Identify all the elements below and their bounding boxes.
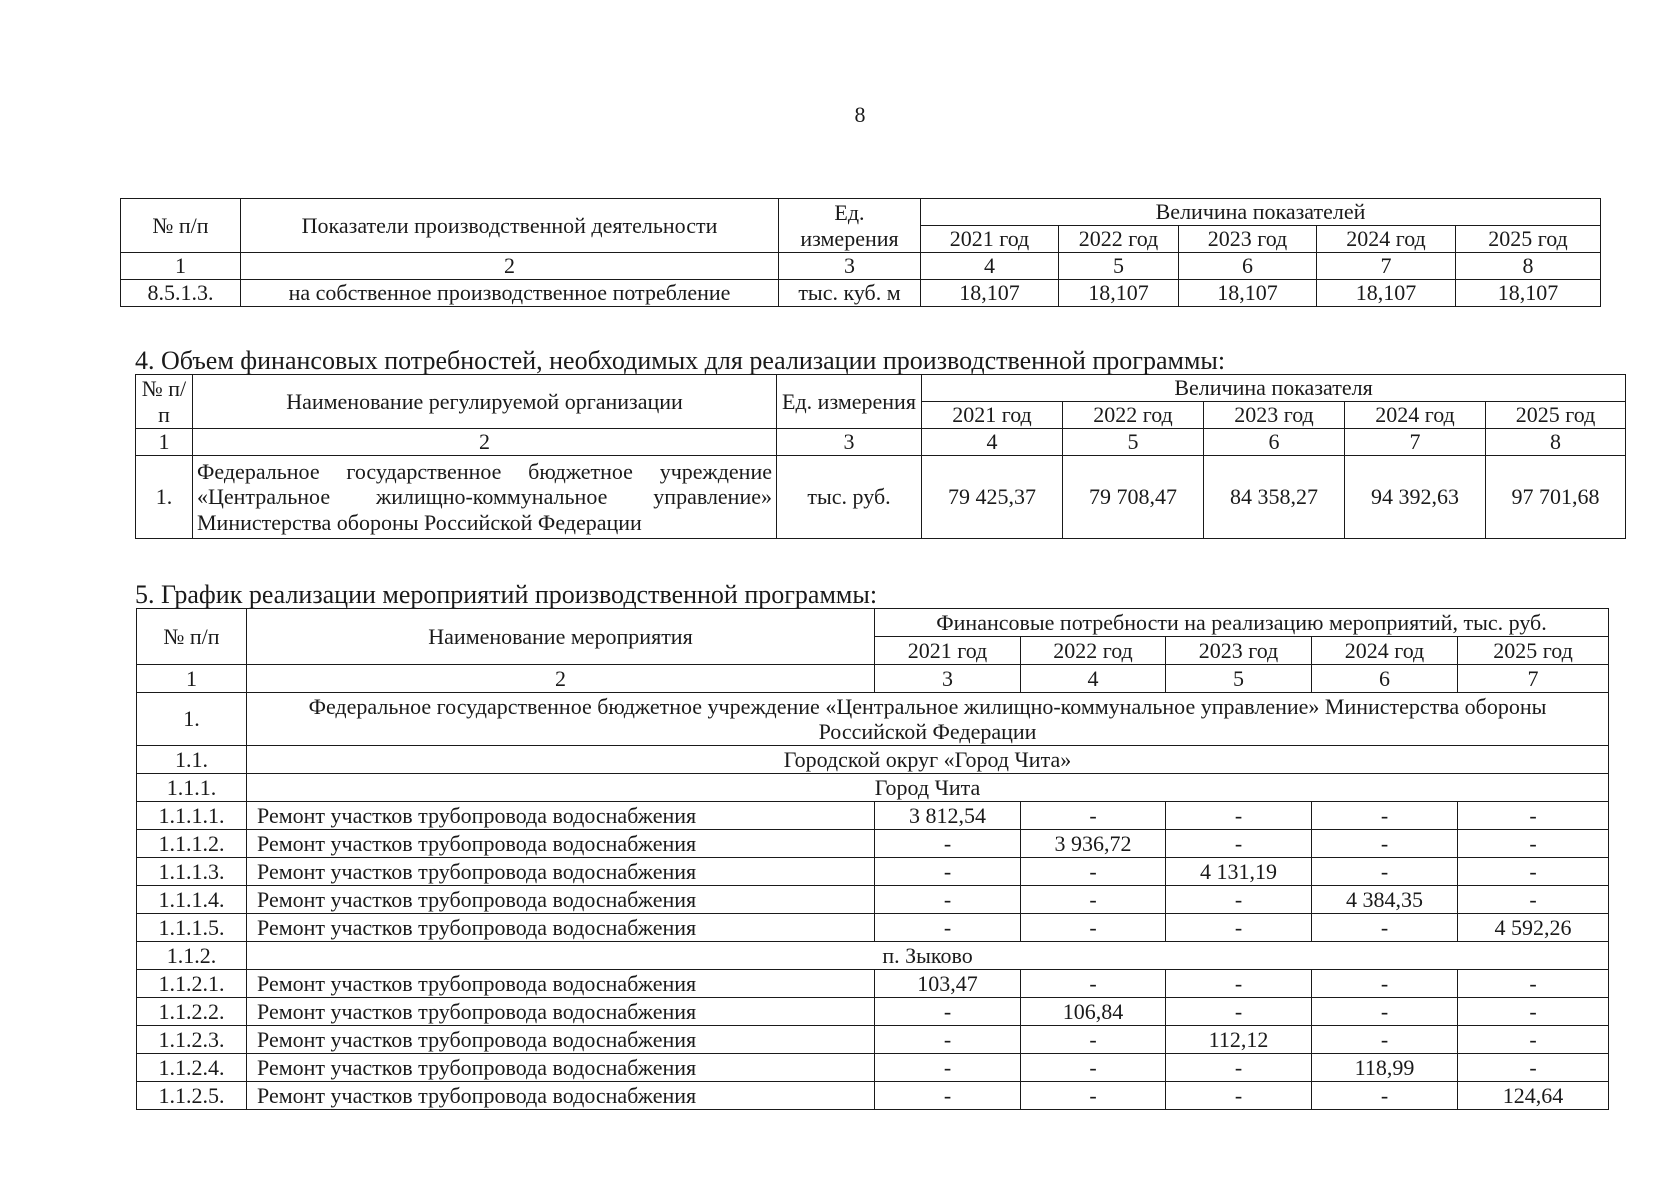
row-value: 103,47 (875, 970, 1021, 998)
col-number: 1 (137, 665, 247, 693)
col-number: 2 (193, 429, 777, 456)
header-year: 2025 год (1456, 226, 1601, 253)
row-value: 118,99 (1312, 1054, 1458, 1082)
locality-row (137, 942, 1609, 970)
header-year: 2021 год (922, 402, 1063, 429)
row-value: - (1458, 802, 1609, 830)
row-value: - (1021, 858, 1166, 886)
col-number: 7 (1317, 253, 1456, 280)
header-group: Величина показателей (921, 199, 1601, 226)
row-value: - (875, 830, 1021, 858)
table-row (137, 1026, 1609, 1054)
row-num: 1. (136, 456, 193, 539)
locality-num: 1.1.1. (137, 774, 247, 802)
row-value: 106,84 (1021, 998, 1166, 1026)
header-year: 2024 год (1345, 402, 1486, 429)
row-num: 1.1.1.4. (137, 886, 247, 914)
row-num: 1.1.1.5. (137, 914, 247, 942)
header-num: № п/п (136, 375, 193, 429)
row-name: Ремонт участков трубопровода водоснабжения (247, 802, 875, 830)
row-value: - (1021, 886, 1166, 914)
row-value: - (1021, 1026, 1166, 1054)
locality-name: Город Чита (247, 774, 1609, 802)
district-num: 1.1. (137, 746, 247, 774)
row-value: - (1166, 802, 1312, 830)
row-num: 1.1.1.3. (137, 858, 247, 886)
header-year: 2022 год (1063, 402, 1204, 429)
row-value: - (1166, 970, 1312, 998)
row-num: 1.1.2.2. (137, 998, 247, 1026)
table-row (137, 830, 1609, 858)
row-value: - (875, 858, 1021, 886)
row-value: - (875, 1026, 1021, 1054)
row-value: - (1312, 914, 1458, 942)
row-name: Ремонт участков трубопровода водоснабжения (247, 1026, 875, 1054)
row-value: - (1458, 1054, 1609, 1082)
col-number: 2 (247, 665, 875, 693)
table-row (137, 886, 1609, 914)
row-num: 1.1.1.1. (137, 802, 247, 830)
row-name: Ремонт участков трубопровода водоснабжения (247, 970, 875, 998)
row-value: - (1166, 1054, 1312, 1082)
row-value: 18,107 (1456, 280, 1601, 307)
row-value: - (1021, 1082, 1166, 1110)
table-row (136, 456, 1626, 539)
district-name: Городской округ «Город Чита» (247, 746, 1609, 774)
row-value: - (1021, 1054, 1166, 1082)
col-number: 1 (136, 429, 193, 456)
table-row (137, 914, 1609, 942)
col-number: 2 (241, 253, 779, 280)
row-value: 3 936,72 (1021, 830, 1166, 858)
header-year: 2021 год (921, 226, 1059, 253)
org-name: Федеральное государственное бюджетное учреждение «Центральное жилищно-коммунальное управление» Министерства обороны Российской Федерации (247, 693, 1609, 746)
row-name: Федеральное государственное бюджетное учреждение «Центральное жилищно-коммунальное управление» Министерства обороны Российской Федерации (193, 456, 777, 539)
header-year: 2024 год (1317, 226, 1456, 253)
row-value: 79 425,37 (922, 456, 1063, 539)
row-num: 8.5.1.3. (121, 280, 241, 307)
row-value: 4 384,35 (1312, 886, 1458, 914)
row-value: - (1312, 858, 1458, 886)
row-value: 84 358,27 (1204, 456, 1345, 539)
header-unit: Ед. измерения (779, 199, 921, 253)
row-name: Ремонт участков трубопровода водоснабжения (247, 830, 875, 858)
row-num: 1.1.2.1. (137, 970, 247, 998)
row-value: 18,107 (1179, 280, 1317, 307)
col-number: 7 (1458, 665, 1609, 693)
row-value: 4 131,19 (1166, 858, 1312, 886)
table-row (137, 802, 1609, 830)
organization-row (137, 693, 1609, 746)
row-name: Ремонт участков трубопровода водоснабжения (247, 886, 875, 914)
header-year: 2022 год (1059, 226, 1179, 253)
row-value: 112,12 (1166, 1026, 1312, 1054)
row-value: 79 708,47 (1063, 456, 1204, 539)
row-value: - (1458, 1026, 1609, 1054)
row-value: - (1458, 970, 1609, 998)
col-number: 3 (777, 429, 922, 456)
row-value: - (1312, 998, 1458, 1026)
row-value: - (1312, 830, 1458, 858)
row-num: 1.1.2.5. (137, 1082, 247, 1110)
row-num: 1.1.2.4. (137, 1054, 247, 1082)
col-number: 5 (1166, 665, 1312, 693)
row-value: 18,107 (1059, 280, 1179, 307)
row-value: 4 592,26 (1458, 914, 1609, 942)
row-value: - (1458, 998, 1609, 1026)
header-year: 2023 год (1179, 226, 1317, 253)
col-number: 5 (1059, 253, 1179, 280)
col-number: 6 (1179, 253, 1317, 280)
table-row (137, 970, 1609, 998)
header-year: 2025 год (1458, 637, 1609, 665)
row-value: - (1312, 1026, 1458, 1054)
table-row (137, 1082, 1609, 1110)
production-indicators-table (120, 198, 1601, 307)
row-value: - (1312, 1082, 1458, 1110)
header-year: 2023 год (1166, 637, 1312, 665)
row-name: на собственное производственное потребление (241, 280, 779, 307)
row-value: 97 701,68 (1486, 456, 1626, 539)
row-value: - (1166, 830, 1312, 858)
header-num: № п/п (137, 609, 247, 665)
row-num: 1.1.1.2. (137, 830, 247, 858)
row-value: - (875, 998, 1021, 1026)
header-unit: Ед. измерения (777, 375, 922, 429)
header-name: Показатели производственной деятельности (241, 199, 779, 253)
section-4-title: 4. Объем финансовых потребностей, необходимых для реализации производственной программы: (135, 346, 1226, 375)
row-name: Ремонт участков трубопровода водоснабжения (247, 858, 875, 886)
row-value: - (1166, 1082, 1312, 1110)
col-number: 6 (1312, 665, 1458, 693)
row-value: 94 392,63 (1345, 456, 1486, 539)
table-row (121, 280, 1601, 307)
row-value: - (1021, 914, 1166, 942)
row-value: - (1312, 970, 1458, 998)
header-year: 2025 год (1486, 402, 1626, 429)
row-value: 124,64 (1458, 1082, 1609, 1110)
col-number: 8 (1456, 253, 1601, 280)
locality-row (137, 774, 1609, 802)
header-year: 2023 год (1204, 402, 1345, 429)
row-value: - (1166, 998, 1312, 1026)
row-value: - (875, 886, 1021, 914)
row-value: - (875, 1054, 1021, 1082)
org-num: 1. (137, 693, 247, 746)
header-name: Наименование мероприятия (247, 609, 875, 665)
row-value: - (1458, 858, 1609, 886)
row-name: Ремонт участков трубопровода водоснабжения (247, 914, 875, 942)
table-row (137, 858, 1609, 886)
row-value: - (1312, 802, 1458, 830)
row-value: - (1166, 886, 1312, 914)
col-number: 4 (1021, 665, 1166, 693)
row-value: - (1021, 802, 1166, 830)
col-number: 4 (922, 429, 1063, 456)
header-year: 2024 год (1312, 637, 1458, 665)
row-value: 3 812,54 (875, 802, 1021, 830)
district-row (137, 746, 1609, 774)
row-value: - (1166, 914, 1312, 942)
col-number: 4 (921, 253, 1059, 280)
row-value: - (1021, 970, 1166, 998)
col-number: 7 (1345, 429, 1486, 456)
col-number: 3 (779, 253, 921, 280)
col-number: 3 (875, 665, 1021, 693)
row-value: - (1458, 830, 1609, 858)
page-number: 8 (854, 102, 866, 127)
table-row (137, 1054, 1609, 1082)
col-number: 1 (121, 253, 241, 280)
header-group: Величина показателя (922, 375, 1626, 402)
row-name: Ремонт участков трубопровода водоснабжения (247, 998, 875, 1026)
row-name: Ремонт участков трубопровода водоснабжения (247, 1054, 875, 1082)
col-number: 5 (1063, 429, 1204, 456)
row-value: - (875, 914, 1021, 942)
financial-needs-table (135, 374, 1626, 539)
row-value: 18,107 (1317, 280, 1456, 307)
table-row (137, 998, 1609, 1026)
header-year: 2022 год (1021, 637, 1166, 665)
col-number: 8 (1486, 429, 1626, 456)
row-num: 1.1.2.3. (137, 1026, 247, 1054)
row-value: - (875, 1082, 1021, 1110)
row-value: 18,107 (921, 280, 1059, 307)
locality-name: п. Зыково (247, 942, 1609, 970)
header-year: 2021 год (875, 637, 1021, 665)
row-unit: тыс. руб. (777, 456, 922, 539)
row-unit: тыс. куб. м (779, 280, 921, 307)
header-group: Финансовые потребности на реализацию мероприятий, тыс. руб. (875, 609, 1609, 637)
row-name: Ремонт участков трубопровода водоснабжения (247, 1082, 875, 1110)
header-name: Наименование регулируемой организации (193, 375, 777, 429)
locality-num: 1.1.2. (137, 942, 247, 970)
row-value: - (1458, 886, 1609, 914)
col-number: 6 (1204, 429, 1345, 456)
header-num: № п/п (121, 199, 241, 253)
section-5-title: 5. График реализации мероприятий производственной программы: (135, 580, 878, 609)
schedule-table (136, 608, 1609, 1110)
